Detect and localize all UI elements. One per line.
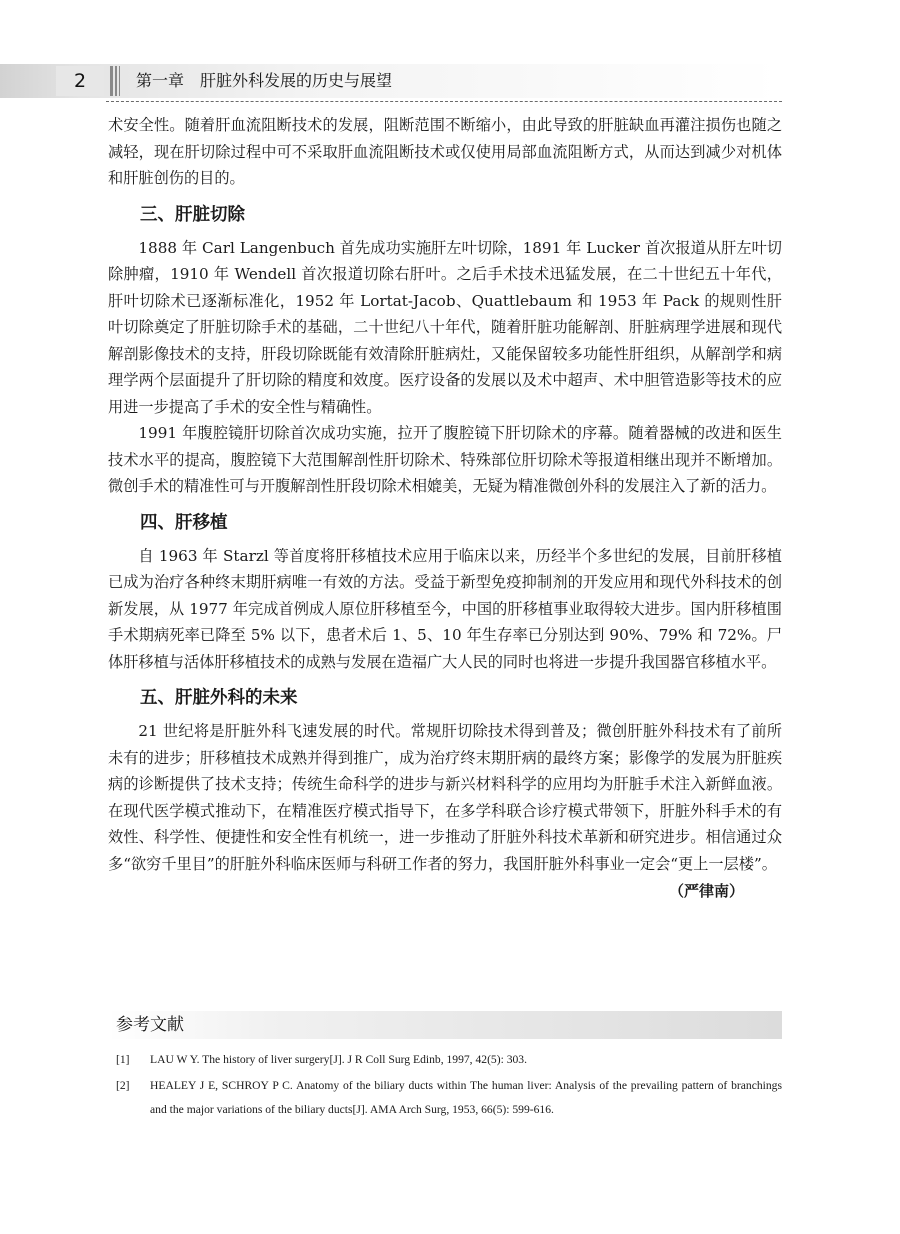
reference-number: [2] [116,1079,130,1092]
reference-item [116,1048,782,1072]
reference-text: LAU W Y. The history of liver surgery[J]. J R Coll Surg Edinb, 1997, 42(5): 303. [150,1053,527,1066]
paragraph: 21 世纪将是肝脏外科飞速发展的时代。常规肝切除技术得到普及；微创肝脏外科技术有了前所未有的进步；肝移植技术成熟并得到推广，成为治疗终末期肝病的最终方案；影像学的发展为肝脏疾病的诊断提供了技术支持；传统生命科学的进步与新兴材料科学的应用均为肝脏手术注入新鲜血液。在现代医学模式推动下，在精准医疗模式指导下，在多学科联合诊疗模式带领下，肝脏外科手术的有效性、科学性、便捷性和安全性有机统一，进一步推动了肝脏外科技术革新和研究进步。相信通过众多“欲穷千里目”的肝脏外科临床医师与科研工作者的努力，我国肝脏外科事业一定会“更上一层楼”。 [108,722,782,873]
references-title: 参考文献 [116,1015,184,1035]
author: （严律南） [668,882,744,900]
paragraph: 1991 年腹腔镜肝切除首次成功实施，拉开了腹腔镜下肝切除术的序幕。随着器械的改进和医生技术水平的提高，腹腔镜下大范围解剖性肝切除术、特殊部位肝切除术等报道相继出现并不断增加。微创手术的精准性可与开腹解剖性肝段切除术相媲美，无疑为精准微创外科的发展注入了新的活力。 [108,424,782,495]
section-heading: 四、肝移植 [140,512,228,533]
paragraph: 自 1963 年 Starzl 等首度将肝移植技术应用于临床以来，历经半个多世纪的发展，目前肝移植已成为治疗各种终末期肝病唯一有效的方法。受益于新型免疫抑制剂的开发应用和现代外科技术的创新发展，从 1977 年完成首例成人原位肝移植至今，中国的肝移植事业取得较大进步。国内肝移植围手术期病死率已降至 5% 以下，患者术后 1、5、10 年生存率已分别达到 90%、79% 和 72%。尸体肝移植与活体肝移植技术的成熟与发展在造福广大人民的同时也将进一步提升我国器官移植水平。 [108,546,782,671]
chapter-title: 第一章 肝脏外科发展的历史与展望 [136,71,393,90]
main-content [108,112,782,903]
reference-number: [1] [116,1053,130,1066]
paragraph: 1888 年 Carl Langenbuch 首先成功实施肝左叶切除，1891 年 Lucker 首次报道从肝左叶切除肿瘤，1910 年 Wendell 首次报道切除右肝叶。之后手术技术迅猛发展，在二十世纪五十年代，肝叶切除术已逐渐标准化，1952 年 Lortat-Jacob、Quattlebaum 和 1953 年 Pack 的规则性肝叶切除奠定了肝脏切除手术的基础，二十世纪八十年代，随着肝脏功能解剖、肝脏病理学进展和现代解剖影像技术的支持，肝段切除既能有效清除肝脏病灶，又能保留较多功能性肝组织，从解剖学和病理学两个层面提升了肝切除的精度和效度。医疗设备的发展以及术中超声、术中胆管造影等技术的应用进一步提高了手术的安全性与精确性。 [108,238,782,416]
section-heading: 三、肝脏切除 [140,204,245,225]
header-divider-bars [110,66,122,96]
header-rule [106,101,782,102]
paragraph: 术安全性。随着肝血流阻断技术的发展，阻断范围不断缩小，由此导致的肝脏缺血再灌注损伤也随之减轻，现在肝切除过程中可不采取肝血流阻断技术或仅使用局部血流阻断方式，从而达到减少对机体和肝脏创伤的目的。 [108,116,782,187]
section-heading: 五、肝脏外科的未来 [140,688,298,708]
page-number: 2 [56,66,104,96]
reference-item [116,1074,782,1122]
references-band [108,1011,782,1039]
references-list [116,1048,782,1124]
header-band [0,64,900,98]
reference-text: HEALEY J E, SCHROY P C. Anatomy of the biliary ducts within The human liver: Analysis of the prevailing pattern of branchings and the major variations of the biliary ducts[J]. AMA Arch Surg, 1953, 66(5): 599-616. [150,1079,782,1116]
